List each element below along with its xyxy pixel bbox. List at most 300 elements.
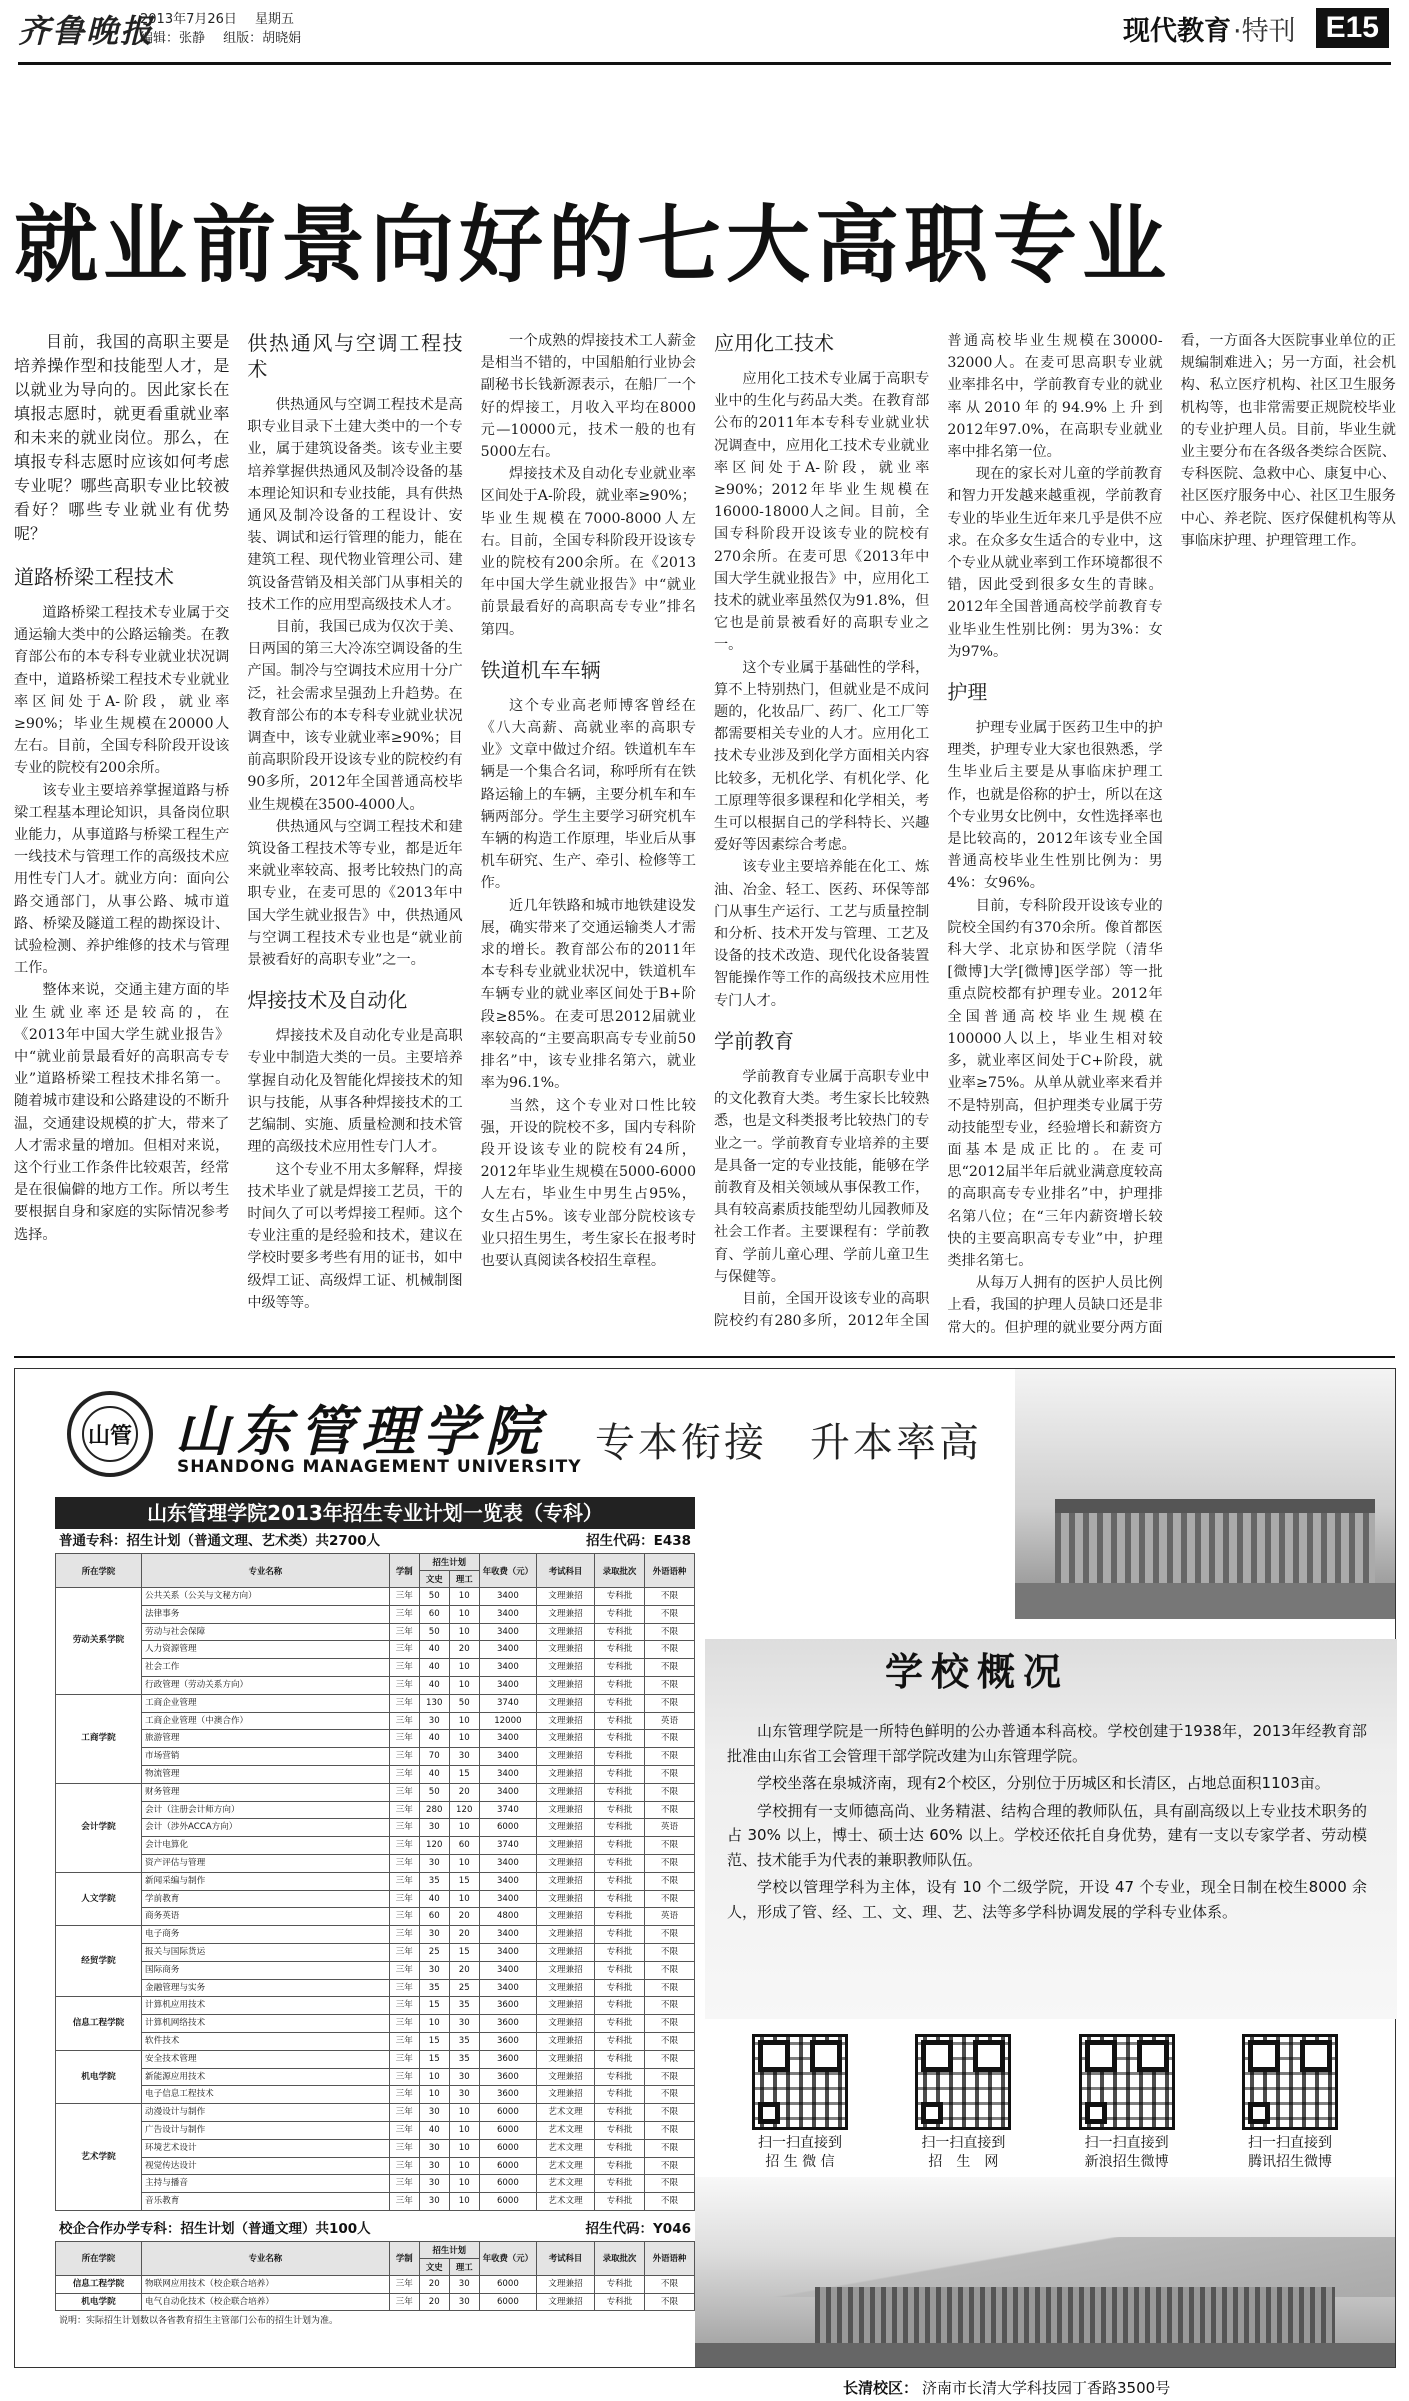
qr-code-row: [735, 2034, 1355, 2172]
major-cell: 软件技术: [142, 2032, 390, 2050]
table-cell: 20: [449, 1926, 479, 1944]
table-cell: 文理兼招: [537, 1837, 595, 1855]
table-cell: 不限: [645, 1943, 695, 1961]
table-cell: 30: [419, 1712, 449, 1730]
table-row: [56, 2104, 695, 2122]
table-row: [56, 1926, 695, 1944]
table-cell: 专科批: [595, 1623, 645, 1641]
col-header: 录取批次: [595, 1554, 645, 1588]
table-cell: 不限: [645, 1926, 695, 1944]
table-cell: 专科批: [595, 1783, 645, 1801]
table-cell: 280: [419, 1801, 449, 1819]
table-cell: 三年: [389, 1694, 419, 1712]
table-cell: 三年: [389, 1588, 419, 1606]
table-cell: 不限: [645, 1588, 695, 1606]
table-header-row: [56, 1554, 695, 1571]
col-header: 考试科目: [537, 2241, 595, 2275]
article-paragraph: 该专业主要培养能在化工、炼油、冶金、轻工、医药、环保等部门从事生产运行、工艺与质量控制和分析、技术开发与管理、工艺及设备的技术改造、现代化设备装置智能操作等工作的高级技术应用性专门人才。: [713, 859, 930, 1009]
table-cell: 40: [419, 1890, 449, 1908]
table-cell: 三年: [389, 1890, 419, 1908]
major-cell: 会计电算化: [142, 1837, 390, 1855]
table-cell: 3740: [479, 1801, 536, 1819]
table-cell: 10: [419, 2086, 449, 2104]
table-cell: 10: [449, 1854, 479, 1872]
qr-code-icon: [1242, 2034, 1338, 2130]
profile-paragraph: 山东管理学院是一所特色鲜明的公办普通本科高校。学校创建于1938年，2013年经教育部批准由山东省工会管理干部学院改建为山东管理学院。: [727, 1722, 1367, 1765]
article-paragraph: 供热通风与空调工程技术是高职专业目录下土建大类中的一个专业，属于建筑设备类。该专业主要培养掌握供热通风及制冷设备的基本理论知识和专业技能，具有供热通风及制冷设备的工程设计、安装、调试和运行管理的能力，能在建筑工程、现代物业管理公司、建筑设备营销及相关部门从事相关的技术工作的应用型高级技术人才。: [247, 397, 463, 613]
major-cell: 旅游管理: [142, 1730, 390, 1748]
major-cell: 安全技术管理: [142, 2050, 390, 2068]
table-cell: 专科批: [595, 1748, 645, 1766]
article-lead: 目前，我国的高职主要是培养操作型和技能型人才，是以就业为导向的。因此家长在填报志愿时，就更看重就业率和未来的就业岗位。那么，在填报专科志愿时应该如何考虑专业呢？哪些高职专业比较被看好？哪些专业就业有优势呢？: [14, 332, 230, 543]
table-row: [56, 2293, 695, 2311]
table-cell: 艺术文理: [537, 2193, 595, 2211]
table-cell: 三年: [389, 1801, 419, 1819]
table-cell: 三年: [389, 1961, 419, 1979]
table-cell: 6000: [479, 2275, 536, 2293]
major-cell: 市场营销: [142, 1748, 390, 1766]
table-cell: 不限: [645, 2193, 695, 2211]
table-cell: 3400: [479, 1872, 536, 1890]
qr-code-icon: [915, 2034, 1011, 2130]
table-row: [56, 1943, 695, 1961]
college-cell: 机电学院: [56, 2293, 142, 2311]
major-cell: 环境艺术设计: [142, 2139, 390, 2157]
qr-tencent-weibo[interactable]: [1225, 2034, 1355, 2172]
article-paragraph: 学前教育专业属于高职专业中的文化教育大类。考生家长比较熟悉，也是文科类报考比较热门的专业之一。学前教育专业培养的主要是具备一定的专业技能，能够在学前教育及相关领域从事保教工作，具有较高素质技能型幼儿园教师及社会工作者。主要课程有：学前教育、学前儿童心理、学前儿童卫生与保健等。: [713, 1068, 930, 1285]
table-cell: 3600: [479, 1997, 536, 2015]
table-cell: 专科批: [595, 2086, 645, 2104]
major-cell: 金融管理与实务: [142, 1979, 390, 1997]
col-header: 专业名称: [142, 2241, 390, 2275]
university-advert: [14, 1368, 1396, 2397]
college-cell: 劳动关系学院: [56, 1588, 142, 1695]
table-cell: 10: [449, 2175, 479, 2193]
qr-label-line: 腾讯招生微博: [1247, 2154, 1332, 2170]
general-plan-code: 招生代码：E438: [586, 1533, 691, 1549]
table-row: [56, 1890, 695, 1908]
section-banner: [1123, 8, 1389, 48]
table-cell: 40: [419, 1641, 449, 1659]
table-cell: 不限: [645, 2121, 695, 2139]
table-row: [56, 1605, 695, 1623]
article-paragraph: 目前，我国已成为仅次于美、日两国的第三大冷冻空调设备的生产国。制冷与空调技术应用十分广泛，社会需求呈强劲上升趋势。在教育部公布的本专科专业就业状况调查中，该专业就业率≥90%；目前高职阶段开设该专业的院校约有90多所，2012年全国普通高校毕业生规模在3500-4000人。: [247, 619, 463, 813]
advert-slogan: 专本衔接 升本率高: [595, 1420, 982, 1466]
table-cell: 不限: [645, 2032, 695, 2050]
article-paragraph: 这个专业属于基础性的学科，算不上特别热门，但就业是不成问题的，化妆品厂、药厂、化工厂等都需要相关专业的人才。应用化工技术专业涉及到化学方面相关内容比较多，无机化学、有机化学、化工原理等很多课程和化学相关，考生可以根据自己的学科特长、兴趣爱好等因素综合考虑。: [713, 659, 930, 854]
table-cell: 25: [419, 1943, 449, 1961]
table-cell: 文理兼招: [537, 2293, 595, 2311]
article-paragraph: 焊接技术及自动化专业就业率区间处于A-阶段，就业率≥90%；毕业生规模在7000-8000人左右。目前，全国专科阶段开设该专业的院校有200余所。在《2013年中国大学生就业报告》中“就业前景最看好的高职高专专业”排名第四。: [480, 466, 696, 638]
table-cell: 专科批: [595, 1801, 645, 1819]
table-cell: 文理兼招: [537, 2032, 595, 2050]
table-cell: 4800: [479, 1908, 536, 1926]
qr-label-line: 扫一扫直接到: [1247, 2135, 1332, 2151]
table-cell: 不限: [645, 1605, 695, 1623]
table-cell: 6000: [479, 2139, 536, 2157]
major-cell: 视觉传达设计: [142, 2157, 390, 2175]
table-cell: 文理兼招: [537, 1694, 595, 1712]
table-cell: 专科批: [595, 2104, 645, 2122]
table-cell: 30: [419, 2139, 449, 2157]
col-header: 所在学院: [56, 2241, 142, 2275]
table-cell: 三年: [389, 2068, 419, 2086]
major-cell: 计算机网络技术: [142, 2015, 390, 2033]
table-header-row: [56, 2241, 695, 2258]
article-paragraph: 道路桥梁工程技术专业属于交通运输大类中的公路运输类。在教育部公布的本专科专业就业状况调查中，道路桥梁工程技术专业就业率区间处于A-阶段，就业率≥90%；毕业生规模在20000人左右。目前，全国专科阶段开设该专业的院校有200余所。: [14, 605, 230, 777]
table-cell: 3400: [479, 1641, 536, 1659]
table-cell: 不限: [645, 1659, 695, 1677]
article-paragraph: 应用化工技术专业属于高职专业中的生化与药品大类。在教育部公布的2011年本专科专业就业状况调查中，应用化工技术专业就业率区间处于A-阶段，就业率≥90%；2012年毕业生规模在16000-18000人之间。目前，全国专科阶段开设该专业的院校有270余所。在麦可思《2013年中国大学生就业报告》中，应用化工技术的就业率虽然仅为91.8%，但它也是前景被看好的高职专业之一。: [713, 371, 930, 654]
qr-label: [1062, 2134, 1192, 2172]
table-cell: 不限: [645, 1837, 695, 1855]
col-header: 学制: [389, 2241, 419, 2275]
qr-code-icon: [1079, 2034, 1175, 2130]
coop-table: [55, 2241, 695, 2312]
qr-label-line: 招 生 微 信: [765, 2154, 835, 2170]
table-row: [56, 1748, 695, 1766]
table-cell: 10: [419, 2015, 449, 2033]
col-header: 专业名称: [142, 1554, 390, 1588]
table-cell: 40: [419, 1765, 449, 1783]
table-cell: 35: [449, 1997, 479, 2015]
table-cell: 120: [449, 1801, 479, 1819]
table-cell: 10: [449, 1712, 479, 1730]
table-row: [56, 1730, 695, 1748]
table-row: [56, 1712, 695, 1730]
table-cell: 30: [449, 2086, 479, 2104]
col-header: 招生计划: [419, 2241, 479, 2258]
table-row: [56, 1908, 695, 1926]
table-cell: 30: [449, 2275, 479, 2293]
table-cell: 20: [419, 2293, 449, 2311]
profile-paragraph: 学校拥有一支师德高尚、业务精湛、结构合理的教师队伍，具有副高级以上专业技术职务的占 30% 以上，博士、硕士达 60% 以上。学校还依托自身优势，建有一支以专家学者、劳动模范、技术能手为代表的兼职教师队伍。: [727, 1801, 1367, 1869]
table-cell: 3600: [479, 2068, 536, 2086]
table-cell: 专科批: [595, 2293, 645, 2311]
col-header: 考试科目: [537, 1554, 595, 1588]
table-cell: 不限: [645, 1872, 695, 1890]
table-cell: 不限: [645, 1979, 695, 1997]
major-cell: 动漫设计与制作: [142, 2104, 390, 2122]
table-cell: 15: [419, 1997, 449, 2015]
col-header: 学制: [389, 1554, 419, 1588]
table-cell: 三年: [389, 1641, 419, 1659]
college-cell: 信息工程学院: [56, 2275, 142, 2293]
coop-plan-summary: [55, 2217, 695, 2241]
table-cell: 三年: [389, 2293, 419, 2311]
article-paragraph: 整体来说，交通主建方面的毕业生就业率还是较高的，在《2013年中国大学生就业报告》中“就业前景最看好的高职高专专业”道路桥梁工程技术排名第一。随着城市建设和公路建设的不断升温，交通建设规模的扩大，带来了人才需求量的增加。但相对来说，这个行业工作条件比较艰苦，经常是在很偏僻的地方工作。所以考生要根据自身和家庭的实际情况参考选择。: [14, 982, 230, 1243]
table-cell: 35: [419, 1872, 449, 1890]
university-emblem-icon: [67, 1391, 153, 1477]
table-cell: 专科批: [595, 2015, 645, 2033]
table-cell: 30: [419, 2157, 449, 2175]
table-cell: 3400: [479, 1676, 536, 1694]
qr-label-line: 招 生 网: [928, 2154, 999, 2170]
section-heading: 学前教育: [713, 1028, 794, 1053]
table-cell: 专科批: [595, 1588, 645, 1606]
university-name: 山东管理学院: [175, 1399, 547, 1463]
table-cell: 10: [449, 2121, 479, 2139]
table-row: [56, 1783, 695, 1801]
table-cell: 30: [419, 1961, 449, 1979]
table-cell: 文理兼招: [537, 1712, 595, 1730]
article-paragraph: 当然，这个专业对口性比较强，开设的院校不多，国内专科阶段开设该专业的院校有24所，2012年毕业生规模在5000-6000人左右，毕业生中男生占95%，女生占5%。该专业部分院校该专业只招生男生，考生家长在报考时也要认真阅读各校招生章程。: [480, 1097, 696, 1269]
table-cell: 三年: [389, 1748, 419, 1766]
general-plan-summary: [55, 1529, 695, 1553]
page-number: E15: [1316, 8, 1389, 48]
college-cell: 机电学院: [56, 2050, 142, 2103]
table-row: [56, 1872, 695, 1890]
section-special: ·特刊: [1233, 15, 1296, 47]
table-cell: 40: [419, 2121, 449, 2139]
table-cell: 三年: [389, 1765, 419, 1783]
table-cell: 10: [449, 2193, 479, 2211]
table-row: [56, 1854, 695, 1872]
emblem-center: 山管: [82, 1406, 138, 1462]
table-cell: 6000: [479, 2175, 536, 2193]
table-cell: 专科批: [595, 2193, 645, 2211]
table-cell: 三年: [389, 1943, 419, 1961]
major-cell: 电子商务: [142, 1926, 390, 1944]
table-cell: 15: [419, 2050, 449, 2068]
table-cell: 3740: [479, 1694, 536, 1712]
table-cell: 专科批: [595, 1979, 645, 1997]
table-row: [56, 2032, 695, 2050]
major-cell: 社会工作: [142, 1659, 390, 1677]
table-cell: 不限: [645, 1783, 695, 1801]
table-row: [56, 1694, 695, 1712]
table-cell: 3400: [479, 1730, 536, 1748]
col-header: 理工: [449, 2258, 479, 2275]
college-cell: 信息工程学院: [56, 1997, 142, 2050]
table-cell: 30: [449, 2068, 479, 2086]
major-cell: 物联网应用技术（校企联合培养）: [142, 2275, 390, 2293]
table-cell: 10: [449, 1890, 479, 1908]
table-cell: 3400: [479, 1926, 536, 1944]
table-row: [56, 2050, 695, 2068]
table-cell: 10: [449, 1676, 479, 1694]
table-note: 说明：实际招生计划数以各省教育招生主管部门公布的招生计划为准。: [59, 2316, 339, 2327]
table-cell: 文理兼招: [537, 1765, 595, 1783]
table-cell: 三年: [389, 2086, 419, 2104]
table-cell: 3400: [479, 1623, 536, 1641]
qr-label-line: 扫一扫直接到: [758, 2135, 842, 2151]
section-heading: 供热通风与空调工程技术: [247, 331, 463, 381]
table-cell: 文理兼招: [537, 2086, 595, 2104]
table-cell: 35: [419, 1979, 449, 1997]
table-cell: 专科批: [595, 1819, 645, 1837]
table-cell: 不限: [645, 1854, 695, 1872]
table-cell: 3740: [479, 1837, 536, 1855]
table-cell: 15: [449, 1872, 479, 1890]
table-row: [56, 1659, 695, 1677]
table-cell: 20: [449, 1641, 479, 1659]
article-paragraph: 现在的家长对儿童的学前教育和智力开发越来越重视，学前教育专业的毕业生近年来几乎是供不应求。在众多女生适合的专业中，这个专业从就业率到工作环境都很不错，因此受到很多女生的青睐。2012年全国普通高校学前教育专业毕业生性别比例：男为3%：女为97%。: [947, 466, 1163, 660]
table-cell: 文理兼招: [537, 1819, 595, 1837]
table-cell: 文理兼招: [537, 1926, 595, 1944]
qr-label-line: 新浪招生微博: [1084, 2154, 1169, 2170]
table-row: [56, 2157, 695, 2175]
enrollment-plan: [55, 1497, 695, 2329]
table-cell: 三年: [389, 2015, 419, 2033]
table-cell: 40: [419, 1676, 449, 1694]
major-cell: 主持与播音: [142, 2175, 390, 2193]
coop-plan-code: 招生代码：Y046: [585, 2220, 691, 2237]
major-cell: 行政管理（劳动关系方向）: [142, 1676, 390, 1694]
qr-wechat[interactable]: [735, 2034, 865, 2172]
major-cell: 计算机应用技术: [142, 1997, 390, 2015]
col-header: 年收费（元）: [479, 2241, 536, 2275]
college-cell: 工商学院: [56, 1694, 142, 1783]
major-cell: 财务管理: [142, 1783, 390, 1801]
table-cell: 30: [419, 1926, 449, 1944]
coop-plan-label: 校企合作办学专科：招生计划（普通文理）共100人: [59, 2220, 371, 2237]
table-row: [56, 2275, 695, 2293]
article-paragraph: 该专业主要培养掌握道路与桥梁工程基本理论知识，具备岗位职业能力，从事道路与桥梁工程生产一线技术与管理工作的高级技术应用性专门人才。就业方向：面向公路交通部门，从事公路、城市道路、桥梁及隧道工程的勘探设计、试验检测、养护维修的技术与管理工作。: [14, 782, 230, 977]
table-cell: 专科批: [595, 1837, 645, 1855]
table-cell: 专科批: [595, 1641, 645, 1659]
major-cell: 工商企业管理（中澳合作）: [142, 1712, 390, 1730]
table-cell: 30: [449, 2015, 479, 2033]
table-cell: 三年: [389, 1854, 419, 1872]
campus-photo-top: [1015, 1369, 1395, 1619]
table-cell: 10: [449, 1605, 479, 1623]
table-cell: 3400: [479, 1854, 536, 1872]
table-cell: 专科批: [595, 1659, 645, 1677]
table-cell: 60: [419, 1908, 449, 1926]
table-row: [56, 1819, 695, 1837]
table-cell: 3400: [479, 1961, 536, 1979]
major-cell: 法律事务: [142, 1605, 390, 1623]
table-cell: 30: [449, 1748, 479, 1766]
table-row: [56, 2175, 695, 2193]
table-cell: 专科批: [595, 2175, 645, 2193]
table-cell: 三年: [389, 1730, 419, 1748]
article-paragraph: 供热通风与空调工程技术和建筑设备工程技术等专业，都是近年来就业率较高、报考比较热门的高职专业，在麦可思的《2013年中国大学生就业报告》中，供热通风与空调工程技术专业也是“就业前景被看好的高职专业”之一。: [247, 818, 463, 969]
table-cell: 三年: [389, 2050, 419, 2068]
table-cell: 三年: [389, 1676, 419, 1694]
table-cell: 专科批: [595, 2139, 645, 2157]
table-cell: 不限: [645, 2157, 695, 2175]
profile-paragraph: 学校坐落在泉城济南，现有2个校区，分别位于历城区和长清区，占地总面积1103亩。: [757, 1774, 1330, 1792]
table-cell: 专科批: [595, 2157, 645, 2175]
table-cell: 10: [449, 1730, 479, 1748]
table-cell: 专科批: [595, 2068, 645, 2086]
qr-website[interactable]: [898, 2034, 1028, 2172]
table-cell: 不限: [645, 2104, 695, 2122]
table-cell: 3400: [479, 1588, 536, 1606]
editor-credit: 编辑：张静: [140, 31, 206, 46]
masthead-meta: [140, 10, 315, 48]
table-cell: 文理兼招: [537, 1623, 595, 1641]
table-cell: 3400: [479, 1783, 536, 1801]
section-name: 现代教育: [1123, 15, 1232, 47]
table-cell: 3400: [479, 1943, 536, 1961]
university-name-en: SHANDONG MANAGEMENT UNIVERSITY: [177, 1457, 582, 1477]
table-cell: 文理兼招: [537, 2050, 595, 2068]
layout-credit: 组版：胡晓娟: [223, 31, 302, 46]
col-header: 录取批次: [595, 2241, 645, 2275]
table-cell: 不限: [645, 2175, 695, 2193]
table-cell: 35: [449, 2050, 479, 2068]
table-cell: 10: [449, 2157, 479, 2175]
qr-sina-weibo[interactable]: [1062, 2034, 1192, 2172]
table-cell: 3600: [479, 2086, 536, 2104]
table-cell: 文理兼招: [537, 1979, 595, 1997]
profile-title: 学校概况: [885, 1650, 1070, 1694]
table-cell: 英语: [645, 1908, 695, 1926]
table-cell: 专科批: [595, 1872, 645, 1890]
table-cell: 文理兼招: [537, 1605, 595, 1623]
enrollment-table: [55, 1553, 695, 2211]
major-cell: 工商企业管理: [142, 1694, 390, 1712]
table-row: [56, 1641, 695, 1659]
table-cell: 三年: [389, 1926, 419, 1944]
contact-address-2: [843, 2375, 1383, 2401]
table-cell: 专科批: [595, 1712, 645, 1730]
table-cell: 10: [449, 1819, 479, 1837]
table-cell: 40: [419, 1730, 449, 1748]
article-paragraph: 近几年铁路和城市地铁建设发展，确实带来了交通运输类人才需求的增长。教育部公布的2011年本专科专业就业状况中，铁道机车车辆专业的就业率区间处于B+阶段≥85%。在麦可思2012届就业率较高的“主要高职高专专业前50排名”中，该专业排名第六，就业率为96.1%。: [480, 897, 696, 1092]
table-cell: 专科批: [595, 1854, 645, 1872]
table-cell: 130: [419, 1694, 449, 1712]
major-cell: 会计（涉外ACCA方向）: [142, 1819, 390, 1837]
major-cell: 会计（注册会计师方向）: [142, 1801, 390, 1819]
table-row: [56, 1997, 695, 2015]
table-cell: 50: [449, 1694, 479, 1712]
table-cell: 3400: [479, 1748, 536, 1766]
table-cell: 不限: [645, 1748, 695, 1766]
major-cell: 劳动与社会保障: [142, 1623, 390, 1641]
table-cell: 不限: [645, 2275, 695, 2293]
article-paragraph: 从每万人拥有的医护人员比例上看，我国的护理人员缺口还是非常大的。但护理的就业要分两方面看，一方面各大医院事业单位的正规编制难进入；另一方面，社会机构、私立医疗机构、社区卫生服务机构等，也非常需要正规院校毕业的专业护理人员。目前，毕业生就业主要分布在各级各类综合医院、专科医院、急救中心、康复中心、社区医疗服务中心、社区卫生服务中心、养老院、医疗保健机构等从事临床护理、护理管理工作。: [947, 333, 1396, 1336]
table-cell: 文理兼招: [537, 1854, 595, 1872]
table-cell: 30: [419, 1854, 449, 1872]
table-cell: 不限: [645, 1961, 695, 1979]
table-row: [56, 2068, 695, 2086]
table-cell: 30: [419, 2193, 449, 2211]
table-cell: 艺术文理: [537, 2157, 595, 2175]
major-cell: 资产评估与管理: [142, 1854, 390, 1872]
table-cell: 20: [419, 2275, 449, 2293]
table-cell: 20: [449, 1908, 479, 1926]
table-cell: 120: [419, 1837, 449, 1855]
table-cell: 文理兼招: [537, 1748, 595, 1766]
table-cell: 30: [419, 2175, 449, 2193]
major-cell: 广告设计与制作: [142, 2121, 390, 2139]
table-cell: 40: [419, 1659, 449, 1677]
table-cell: 不限: [645, 2015, 695, 2033]
table-cell: 不限: [645, 2293, 695, 2311]
issue-weekday: 星期五: [255, 12, 295, 27]
table-cell: 6000: [479, 2121, 536, 2139]
table-cell: 专科批: [595, 2121, 645, 2139]
table-cell: 专科批: [595, 1908, 645, 1926]
college-cell: 会计学院: [56, 1783, 142, 1872]
table-cell: 文理兼招: [537, 1801, 595, 1819]
campus-building-graphic: [815, 2287, 1335, 2347]
table-cell: 专科批: [595, 1961, 645, 1979]
table-cell: 10: [419, 2068, 449, 2086]
col-header: 招生计划: [419, 1554, 479, 1571]
table-row: [56, 1979, 695, 1997]
table-cell: 三年: [389, 1979, 419, 1997]
table-cell: 英语: [645, 1712, 695, 1730]
table-cell: 三年: [389, 2275, 419, 2293]
section-heading: 应用化工技术: [713, 331, 834, 355]
table-cell: 不限: [645, 1694, 695, 1712]
major-cell: 国际商务: [142, 1961, 390, 1979]
